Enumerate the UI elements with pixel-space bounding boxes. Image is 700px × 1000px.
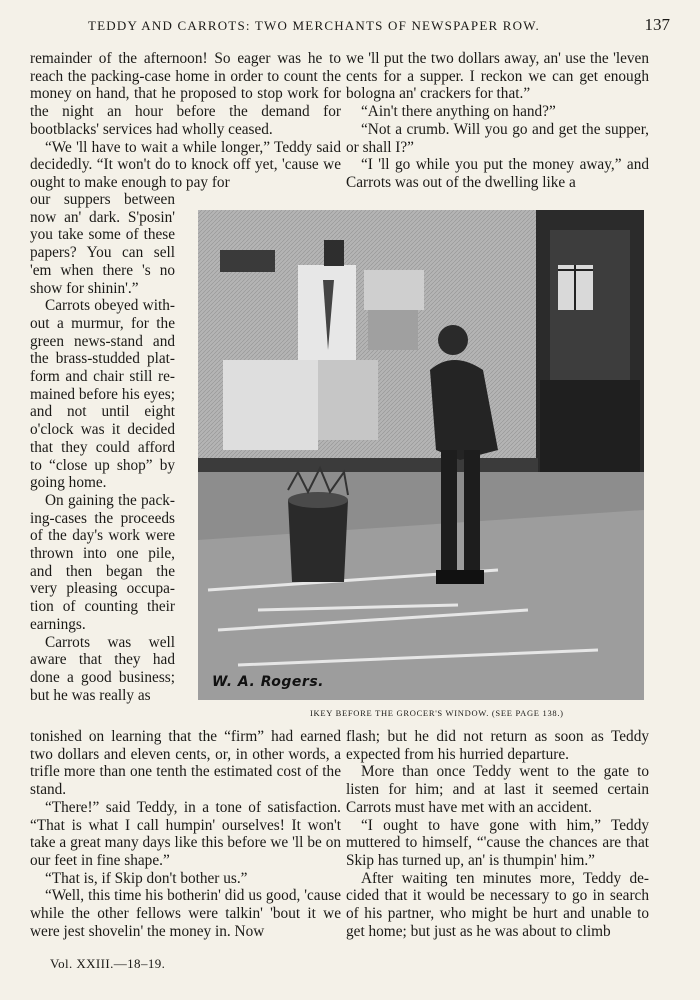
figure-caption: IKEY BEFORE THE GROCER'S WINDOW. (SEE PAGE 138.) (310, 708, 564, 718)
paragraph: More than once Teddy went to the gate to listen for him; and at last it seemed certain Carrots must have met with an accident. (346, 763, 649, 816)
paragraph: “Well, this time his botherin' did us good, 'cause while the other fellows were talkin' 'bout it we were jest shovelin' the money in. Now (30, 887, 341, 940)
column-left-bottom (30, 728, 341, 940)
running-head (30, 14, 670, 38)
artist-signature: W. A. Rogers. (212, 674, 324, 690)
paragraph: On gaining the packing-cases the proceeds of the day's work were thrown into one pile, and then began the very pleasing occupation of counting their earnings. (30, 491, 175, 633)
paragraph: tonished on learning that the “firm” had earned two dollars and eleven cents, or, in other words, a trifle more than one tenth the estimated cost of the stand. (30, 728, 341, 799)
illustration-drawing (198, 210, 644, 700)
running-title: TEDDY AND CARROTS: TWO MERCHANTS OF NEWSPAPER ROW. (88, 18, 540, 33)
paragraph: Carrots obeyed without a murmur, for the green news-stand and the brass-studded platform and chair still remained before his eyes; and not until eight o'clock was it decided that they could afford to “close up shop” by going home. (30, 297, 175, 492)
column-left-narrow (30, 191, 175, 704)
illustration (198, 210, 644, 700)
paragraph: “Not a crumb. Will you go and get the supper, or shall I?” (346, 120, 649, 156)
column-right-bottom (346, 728, 649, 940)
column-left-top (30, 50, 341, 192)
paragraph: “I 'll go while you put the money away,” and Carrots was out of the dwelling like a (346, 156, 649, 191)
paragraph: “There!” said Teddy, in a tone of satisfaction. “That is what I call humpin' ourselves! It won't take a great many days like this before we 'll be on our feet in fine shape.” (30, 798, 341, 869)
column-right-top (346, 50, 649, 192)
paragraph: “That is, if Skip don't bother us.” (45, 869, 248, 887)
paragraph: “I ought to have gone with him,” Teddy muttered to himself, “'cause the chances are that Skip has turned up, an' is thumpin' him.” (346, 816, 649, 869)
paragraph: remainder of the afternoon! So eager was he to reach the packing-case home in order to count the money on hand, that he proposed to stop work for the night an hour before the demand for bootblacks' services had wholly ceased. (30, 50, 341, 138)
paragraph: flash; but he did not return as soon as Teddy expected from his hurried departure. (346, 728, 649, 763)
paragraph: our suppers between now an' dark. S'posin' you take some of these papers? You can sell 'em when there 's no show for shinin'.” (30, 191, 175, 297)
paragraph: “Ain't there anything on hand?” (361, 103, 556, 121)
signature-mark: Vol. XXIII.—18–19. (50, 956, 166, 971)
paragraph: “We 'll have to wait a while longer,” Teddy said decidedly. “It won't do to knock off yet, 'cause we ought to make enough to pay for (30, 138, 341, 191)
page-number: 137 (644, 15, 670, 34)
paragraph: we 'll put the two dollars away, an' use the 'leven cents for a supper. I reckon we can get enough bologna an' crackers for that.” (346, 50, 649, 103)
paragraph: After waiting ten minutes more, Teddy decided that it would be necessary to go in search of his partner, who might be hurt and unable to get home; but just as he was about to climb (346, 869, 649, 940)
paragraph: Carrots was well aware that they had done a good business; but he was really as (30, 633, 175, 704)
